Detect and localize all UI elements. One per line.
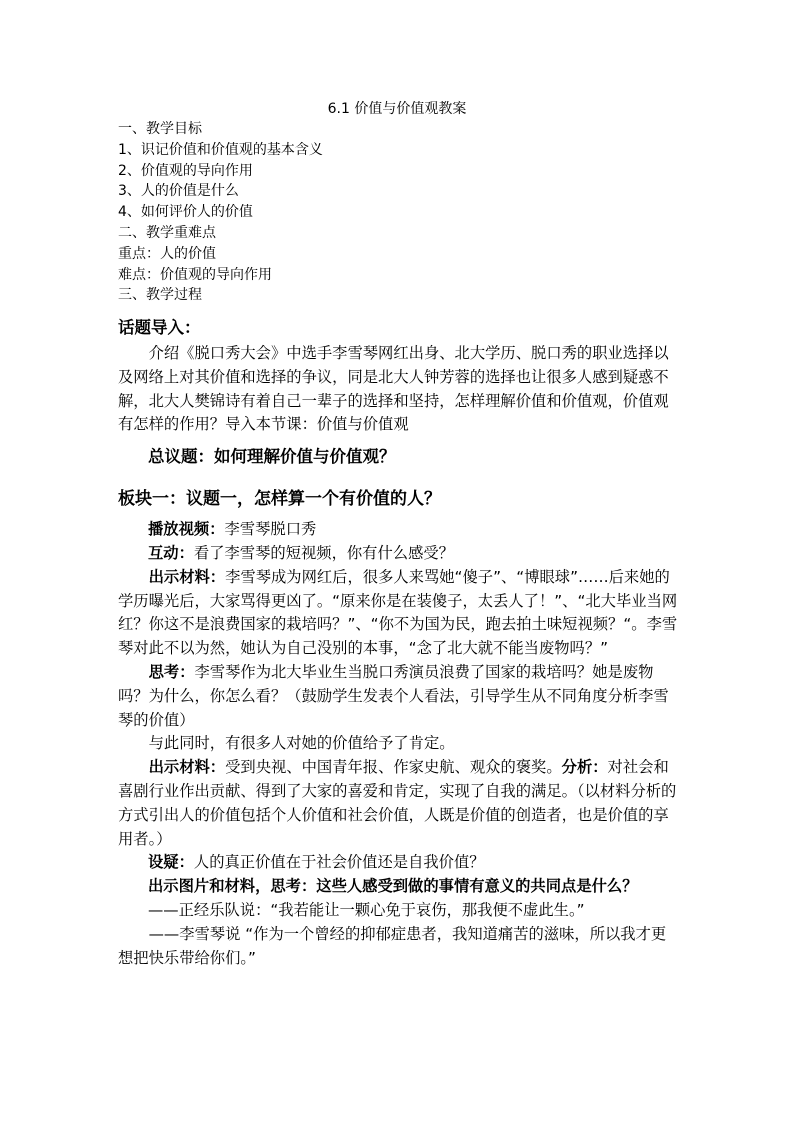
think1-text: 李雪琴作为北大毕业生当脱口秀演员浪费了国家的栽培吗？她是废物吗？为什么，你怎么看？（鼓励学生发表个人看法，引导学生从不同角度分析李雪琴的价值） bbox=[118, 662, 669, 729]
think1-paragraph bbox=[118, 661, 678, 732]
outline-item: 2、价值观的导向作用 bbox=[118, 162, 253, 179]
material2-label: 出示材料： bbox=[148, 758, 226, 777]
material2-text: 受到央视、中国青年报、作家史航、观众的褒奖。 bbox=[225, 758, 562, 777]
interact-label: 互动： bbox=[148, 543, 194, 562]
outline-item: 三、教学过程 bbox=[118, 287, 202, 304]
material1-text: 李雪琴成为网红后，很多人来骂她“傻子”、“博眼球”……后来她的学历曝光后，大家骂得更凶了。“原来你是在装傻子，太丢人了！”、“北大毕业当网红？你这不是浪费国家的栽培吗？”、“你不为国为民，跑去拍土味短视频？“。李雪琴对此不以为然，她认为自己没别的本事，“念了北大就不能当废物吗？” bbox=[118, 567, 678, 658]
block1-heading: 板块一：议题一，怎样算一个有价值的人？ bbox=[118, 489, 441, 510]
question-text: 人的真正价值在于社会价值还是自我价值？ bbox=[193, 853, 485, 872]
analysis-text: 对社会和喜剧行业作出贡献、得到了大家的喜爱和肯定，实现了自我的满足。（以材料分析的方式引出人的价值包括个人价值和社会价值，人既是价值的创造者，也是价值的享用者。） bbox=[118, 758, 677, 848]
interact-line bbox=[118, 542, 678, 566]
think1-label: 思考： bbox=[148, 662, 195, 681]
outline-item: 3、人的价值是什么 bbox=[118, 183, 239, 200]
outline-item: 一、教学目标 bbox=[118, 121, 202, 137]
intro-heading: 话题导入： bbox=[118, 318, 201, 337]
analysis-label: 分析： bbox=[561, 758, 608, 777]
lesson-outline bbox=[118, 119, 678, 306]
lesson-body bbox=[118, 314, 678, 970]
outline-item: 1、识记价值和价值观的基本含义 bbox=[118, 141, 323, 158]
outline-item: 4、如何评价人的价值 bbox=[118, 204, 253, 221]
document-title: 6.1 价值与价值观教案 bbox=[327, 101, 467, 117]
question-label: 设疑： bbox=[148, 853, 194, 872]
video-text: 李雪琴脱口秀 bbox=[224, 520, 317, 539]
affirm-paragraph: 与此同时，有很多人对她的价值给予了肯定。 bbox=[148, 734, 455, 753]
material2-paragraph bbox=[118, 756, 678, 851]
outline-item: 二、教学重难点 bbox=[118, 224, 216, 241]
question-line bbox=[118, 851, 678, 875]
intro-paragraph: 介绍《脱口秀大会》中选手李雪琴网红出身、北大学历、脱口秀的职业选择以及网络上对其价值和选择的争议，同是北大人钟芳蓉的选择也让很多人感到疑惑不解，北大人樊锦诗有着自己一辈子的选择和坚持，怎样理解价值和价值观，价值观有怎样的作用？导入本节课：价值与价值观 bbox=[118, 344, 669, 434]
outline-item: 重点：人的价值 bbox=[118, 245, 216, 262]
quote-1: ——正经乐队说：“我若能让一颗心免于哀伤，那我便不虚此生。” bbox=[148, 900, 585, 919]
quote-2: ——李雪琴说 “作为一个曾经的抑郁症患者，我知道痛苦的滋味，所以我才更想把快乐带给你们。” bbox=[118, 924, 667, 967]
outline-item: 难点：价值观的导向作用 bbox=[118, 266, 272, 283]
video-label: 播放视频： bbox=[148, 520, 225, 539]
main-question: 总议题：如何理解价值与价值观？ bbox=[148, 447, 396, 467]
material1-label: 出示材料： bbox=[148, 567, 226, 586]
pictures-line: 出示图片和材料，思考：这些人感受到做的事情有意义的共同点是什么？ bbox=[148, 877, 638, 896]
video-line bbox=[118, 518, 678, 542]
material1-paragraph bbox=[118, 566, 678, 661]
interact-text: 看了李雪琴的短视频，你有什么感受？ bbox=[193, 543, 454, 562]
